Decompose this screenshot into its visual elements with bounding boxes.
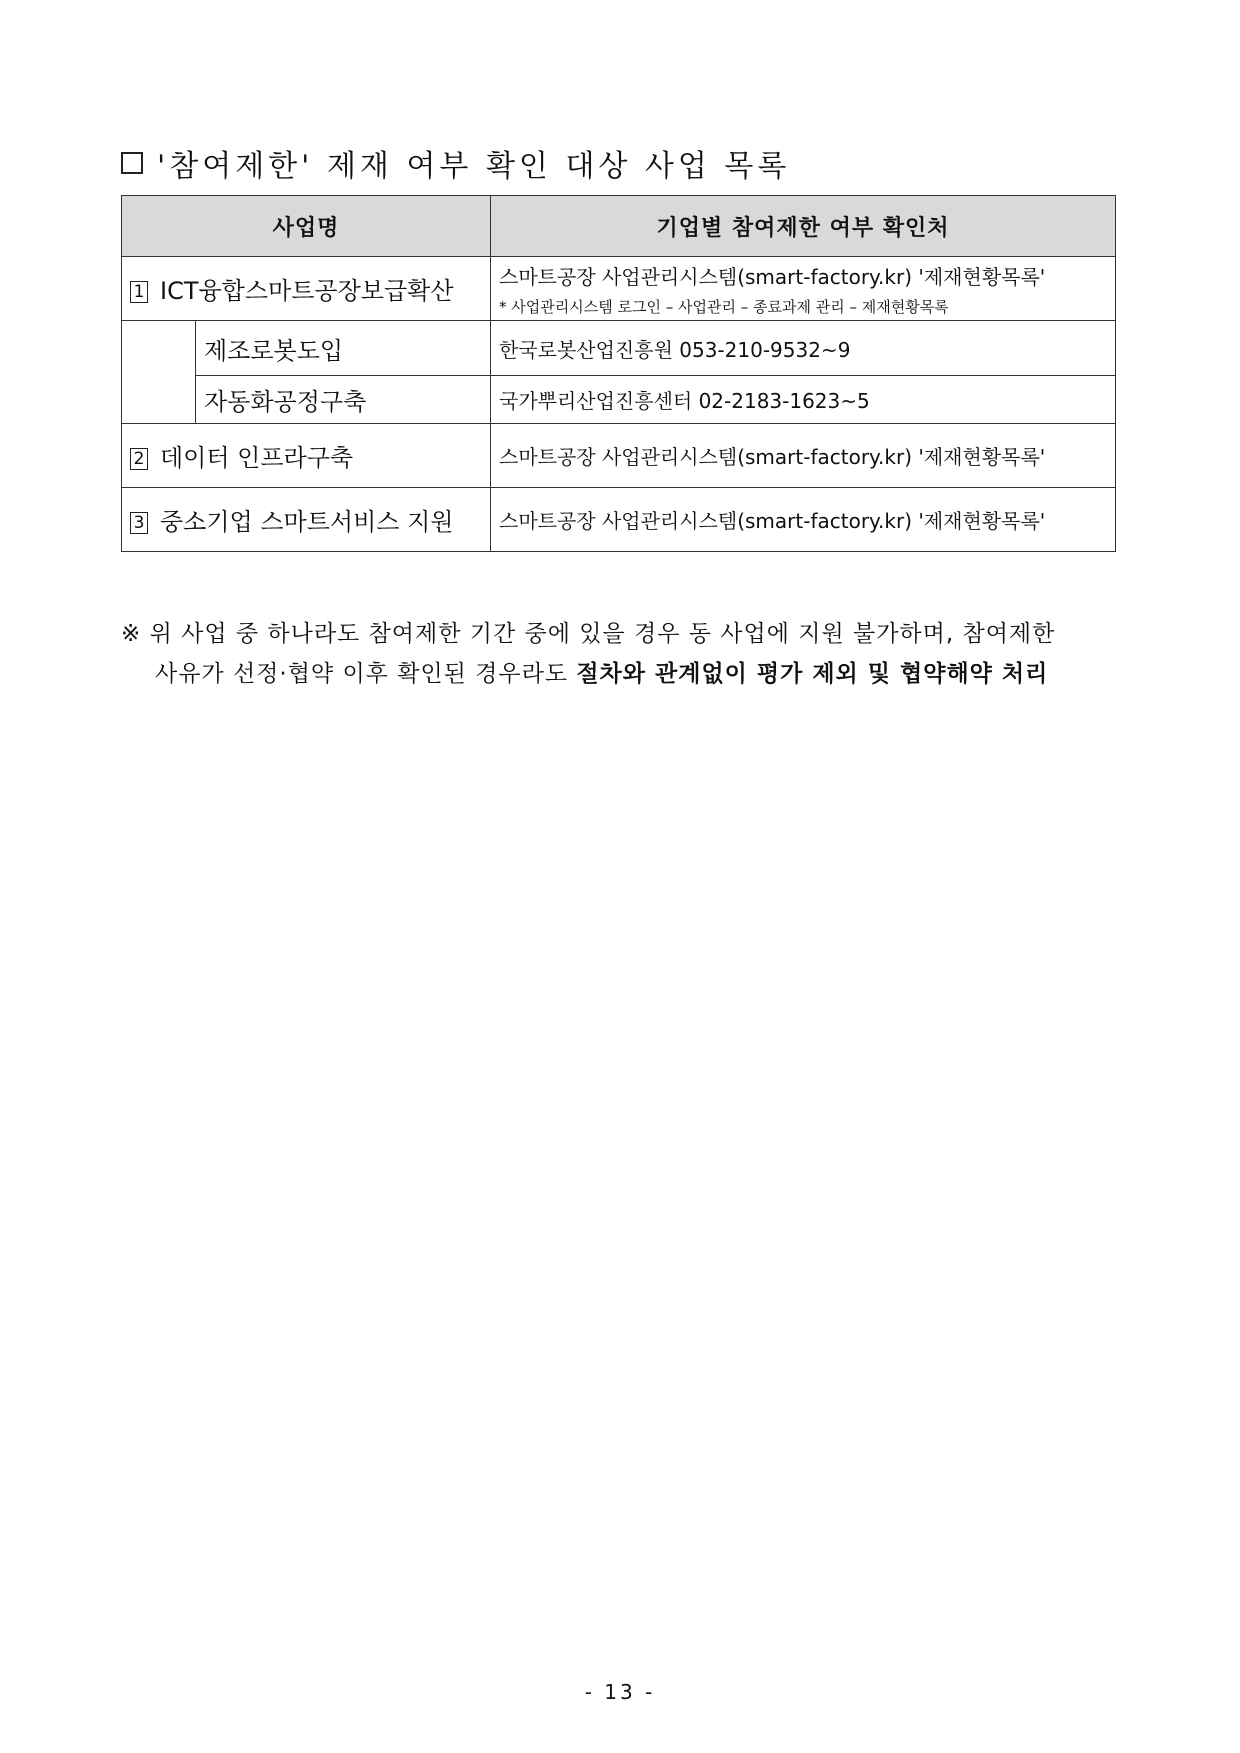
table-row (122, 376, 1116, 424)
sub-business-name: 제조로봇도입 (196, 321, 491, 376)
notice-line-1 (121, 614, 1131, 654)
header-check-source: 기업별 참여제한 여부 확인처 (491, 196, 1116, 257)
indent-cell (122, 376, 196, 424)
page-title (121, 138, 790, 188)
check-source: 스마트공장 사업관리시스템(smart-factory.kr) '제재현황목록' (491, 424, 1116, 488)
check-source-cell (491, 257, 1116, 321)
header-business-name: 사업명 (122, 196, 491, 257)
item-number-badge: 3 (130, 512, 148, 534)
item-number-badge: 1 (130, 281, 148, 303)
notice-line-2 (121, 654, 1131, 694)
business-name-cell (122, 488, 491, 552)
check-source: 한국로봇산업진흥원 053-210-9532~9 (491, 321, 1116, 376)
table-row (122, 488, 1116, 552)
check-source: 국가뿌리산업진흥센터 02-2183-1623~5 (491, 376, 1116, 424)
indent-cell (122, 321, 196, 376)
business-list-table (121, 195, 1116, 552)
business-name: 중소기업 스마트서비스 지원 (160, 508, 454, 536)
table-row (122, 424, 1116, 488)
business-name: 데이터 인프라구축 (160, 444, 354, 472)
notice-text-2: 사유가 선정·협약 이후 확인된 경우라도 (155, 661, 569, 687)
business-name: ICT융합스마트공장보급확산 (160, 277, 454, 305)
table-header-row (122, 196, 1116, 257)
table-row (122, 321, 1116, 376)
check-source-note: * 사업관리시스템 로그인 – 사업관리 – 종료과제 관리 – 제재현황목록 (499, 297, 949, 316)
sub-business-name: 자동화공정구축 (196, 376, 491, 424)
business-name-cell (122, 257, 491, 321)
page-number: - 13 - (584, 1680, 656, 1704)
notice-text-1: 위 사업 중 하나라도 참여제한 기간 중에 있을 경우 동 사업에 지원 불가하며, 참여제한 (149, 621, 1056, 647)
check-source: 스마트공장 사업관리시스템(smart-factory.kr) '제재현황목록' (499, 264, 1046, 289)
check-source: 스마트공장 사업관리시스템(smart-factory.kr) '제재현황목록' (491, 488, 1116, 552)
reference-mark-icon: ※ (121, 621, 142, 647)
business-name-cell (122, 424, 491, 488)
notice-paragraph (121, 614, 1131, 694)
table-row (122, 257, 1116, 321)
item-number-badge: 2 (130, 448, 148, 470)
notice-emphasis: 절차와 관계없이 평가 제외 및 협약해약 처리 (576, 661, 1049, 687)
page-title-text: '참여제한' 제재 여부 확인 대상 사업 목록 (157, 149, 791, 184)
checkbox-square-icon (121, 152, 143, 174)
